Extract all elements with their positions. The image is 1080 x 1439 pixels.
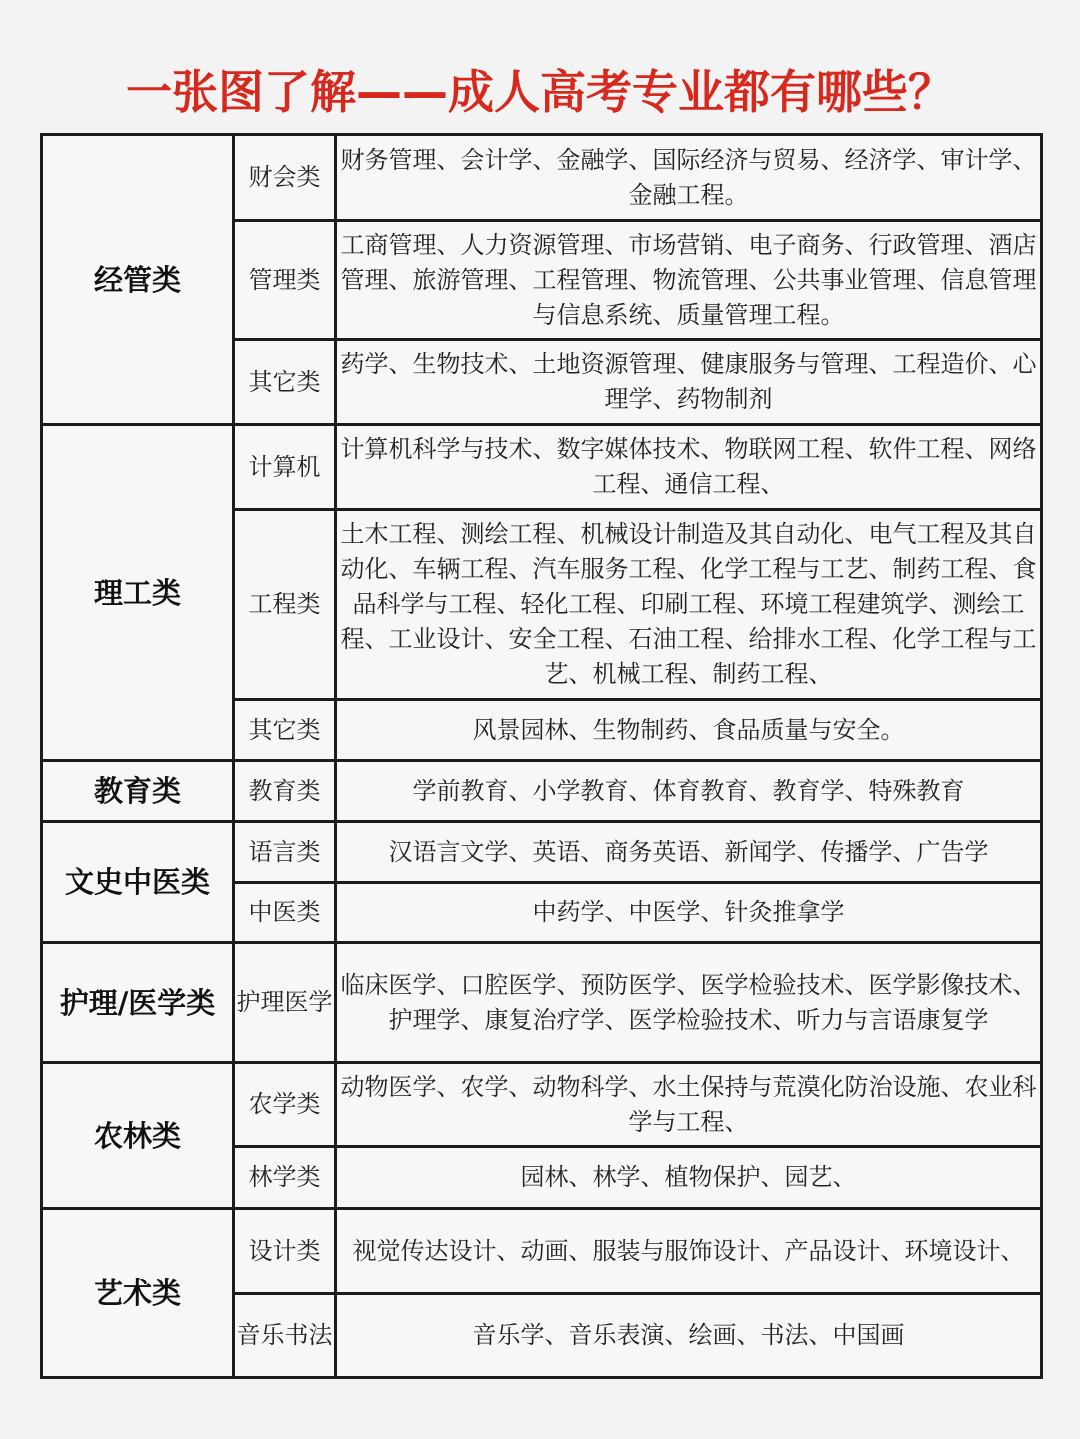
subcategory-cell: 语言类 xyxy=(234,822,336,883)
subcategory-cell: 其它类 xyxy=(234,700,336,761)
subcategory-cell: 音乐书法 xyxy=(234,1294,336,1378)
table-row xyxy=(42,1063,1042,1147)
subcategory-cell: 农学类 xyxy=(234,1063,336,1147)
majors-cell: 动物医学、农学、动物科学、水土保持与荒漠化防治设施、农业科学与工程、 xyxy=(336,1063,1042,1147)
category-cell: 艺术类 xyxy=(42,1209,234,1378)
table-row xyxy=(42,761,1042,822)
subcategory-cell: 管理类 xyxy=(234,221,336,340)
category-cell: 文史中医类 xyxy=(42,822,234,943)
majors-cell: 视觉传达设计、动画、服装与服饰设计、产品设计、环境设计、 xyxy=(336,1209,1042,1294)
subcategory-cell: 林学类 xyxy=(234,1147,336,1209)
majors-cell: 临床医学、口腔医学、预防医学、医学检验技术、医学影像技术、护理学、康复治疗学、医学检验技术、听力与言语康复学 xyxy=(336,943,1042,1063)
majors-cell: 音乐学、音乐表演、绘画、书法、中国画 xyxy=(336,1294,1042,1378)
subcategory-cell: 设计类 xyxy=(234,1209,336,1294)
majors-cell: 风景园林、生物制药、食品质量与安全。 xyxy=(336,700,1042,761)
majors-cell: 学前教育、小学教育、体育教育、教育学、特殊教育 xyxy=(336,761,1042,822)
table-row xyxy=(42,425,1042,510)
majors-cell: 园林、林学、植物保护、园艺、 xyxy=(336,1147,1042,1209)
subcategory-cell: 中医类 xyxy=(234,883,336,943)
category-cell: 经管类 xyxy=(42,135,234,425)
majors-cell: 土木工程、测绘工程、机械设计制造及其自动化、电气工程及其自动化、车辆工程、汽车服务工程、化学工程与工艺、制药工程、食品科学与工程、轻化工程、印刷工程、环境工程建筑学、测绘工程、工业设计、安全工程、石油工程、给排水工程、化学工程与工艺、机械工程、制药工程、 xyxy=(336,510,1042,700)
subcategory-cell: 其它类 xyxy=(234,340,336,425)
subcategory-cell: 工程类 xyxy=(234,510,336,700)
majors-cell: 计算机科学与技术、数字媒体技术、物联网工程、软件工程、网络工程、通信工程、 xyxy=(336,425,1042,510)
table-row xyxy=(42,822,1042,883)
majors-cell: 工商管理、人力资源管理、市场营销、电子商务、行政管理、酒店管理、旅游管理、工程管理、物流管理、公共事业管理、信息管理与信息系统、质量管理工程。 xyxy=(336,221,1042,340)
majors-cell: 中药学、中医学、针灸推拿学 xyxy=(336,883,1042,943)
subcategory-cell: 计算机 xyxy=(234,425,336,510)
majors-cell: 药学、生物技术、土地资源管理、健康服务与管理、工程造价、心理学、药物制剂 xyxy=(336,340,1042,425)
majors-cell: 财务管理、会计学、金融学、国际经济与贸易、经济学、审计学、金融工程。 xyxy=(336,135,1042,221)
subcategory-cell: 财会类 xyxy=(234,135,336,221)
category-cell: 农林类 xyxy=(42,1063,234,1209)
page-title: 一张图了解——成人高考专业都有哪些？ xyxy=(126,65,954,119)
table-row xyxy=(42,1209,1042,1294)
subcategory-cell: 教育类 xyxy=(234,761,336,822)
table-row xyxy=(42,135,1042,221)
category-cell: 理工类 xyxy=(42,425,234,761)
majors-cell: 汉语言文学、英语、商务英语、新闻学、传播学、广告学 xyxy=(336,822,1042,883)
category-cell: 教育类 xyxy=(42,761,234,822)
table-row xyxy=(42,943,1042,1063)
category-cell: 护理/医学类 xyxy=(42,943,234,1063)
subcategory-cell: 护理医学 xyxy=(234,943,336,1063)
majors-table xyxy=(40,133,1043,1379)
